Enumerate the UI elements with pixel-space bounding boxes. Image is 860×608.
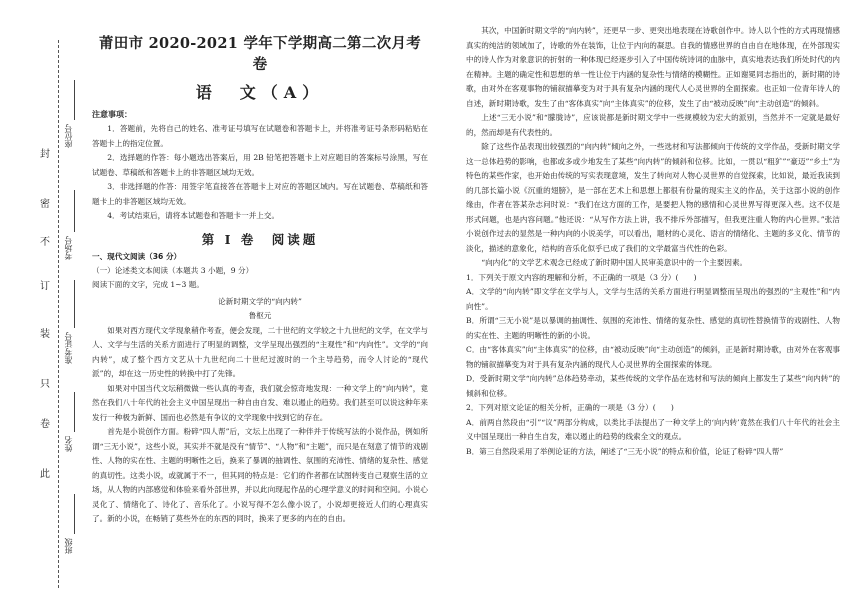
seal-char: 卷 [40, 419, 50, 430]
left-column [92, 24, 428, 527]
seal-char: 装 [40, 329, 50, 340]
seal-char: 只 [40, 379, 50, 390]
class-field[interactable] [74, 494, 75, 534]
question-option: A．前两自然段由“引”“议”两部分构成，以类比手法提出了一种文学上的‘向内转’竟然在我们八十年代的社会主义中国呈现出一种自生自发，难以遏止的趋势的线索全文的观点。 [466, 417, 840, 441]
reading-instruction: 阅读下面的文字，完成 1~3 题。 [92, 280, 204, 289]
part-title: 第 I 卷 阅读题 [201, 231, 319, 247]
question-stem: 2．下列对原文论证的相关分析，正确的一项是（3 分）( ) [466, 403, 674, 412]
essay-paragraph: 首先是小说创作方面。粉碎“四人帮”后，文坛上出现了一种伴并于传统写法的小说作品，例如所谓“三无小说”，这些小说，其实并不就是没有“情节”、“人物”和“主题”，而只是在刻意了情节的戏剧性、人物的实在性、主题的明晰性之后，换来了暴调的抽调性、氛围的充沛性、情绪的复杂性、感觉的真切性。这类小说，或就属于不一，但其同的特点是：它们的作者都在试图转变自己观察生活的立场，从人物的内部感觉和体验来看外部世界，并以此向现起作品的心理学意义的时间和空间。小说心灵化了、情绪化了、诗化了、音乐化了。小说写得不怎么像小说了，小说却更接近人们的心理真实了。新的小说，在畅销了莫些外在的东西的同时，换来了更多的内在的自由。 [92, 427, 428, 523]
essay-paragraph: 其次，中国新时期文学的“向内转”，还更早一步、更突出地表现在诗歌创作中。诗人以个性的方式再现情感真实的纯洁的领域加了，诗歌的外在装饰，让位于内向的凝思。自我的情感世界的自由自在地体现，在外部现实中的诗人作为对象意识的折射的一种体现已经逐步引入了中国传统诗词的血脉中，真实地表达我们所处时代的内在精神。主题的确定性和思想的单一性让位于内涵的复杂性与情绪的模糊性。正如谢冕同志指出的，新时期的诗歌，由对外在客观事物的铺叙描摹变为对于具有复杂内涵的现代人心灵世界的全面探索。也正如一位青年诗人的自述，新时期诗歌，发生了由“客体真实”向“主体真实”的位移，发生了由“被动反映”向“主动创造”的倾斜。 [466, 26, 840, 108]
binding-margin [0, 0, 82, 608]
seal-line [58, 40, 59, 588]
seat-number-label: 座位号 [64, 124, 73, 148]
exam-title: 莆田市 2020-2021 学年下学期高二第二次月考卷 [98, 35, 422, 73]
question-option: D．受新时期文学“向内转”总体趋势牵动，某些传统的文学作品在选材和写法的倾向上都发生了某些“向内转”的倾斜和位移。 [466, 374, 840, 398]
essay-paragraph: “向内化”的文学艺术观念已经成了新时期中国人民审美意识中的一个主要因素。 [481, 258, 748, 267]
exam-room-field[interactable] [74, 190, 75, 232]
essay-paragraph: 上述“三无小说”和“朦胧诗”，应该说都是新时期文学中一些规模较为宏大的派别，当然并不一定就是最好的，然而却是有代表性的。 [466, 113, 840, 137]
essay-paragraph: 如果对中国当代文坛稍微做一些认真的考查，我们就会惊奇地发现：一种文学上的“向内转”，竟然在我们八十年代的社会主义中国呈现出一种自由自发、难以遏止的趋势。我们甚至可以说这种年来发行一种极为新鲜、国而也必然是有争议的文学现象中找到它的存在。 [92, 383, 428, 422]
question-option: A．文学的“向内转”即文学在文学与人，文学与生活的关系方面进行明显调整而呈现出的强烈的“主观性”和“内向性”。 [466, 287, 840, 311]
notice-item: 4．考试结束后，请将本试题卷和答题卡一并上交。 [107, 211, 280, 220]
seal-char: 封 [40, 149, 50, 160]
class-label: 班级 [64, 538, 73, 554]
essay-title: 论新时期文学的“向内转” [218, 296, 302, 306]
question-stem: 1．下列关于原文内容的理解和分析，不正确的一项是（3 分）( ) [466, 272, 697, 282]
question-option: B．所谓“三无小说”是以暴调的抽调性、氛围的充沛性、情绪的复杂性、感觉的真切性替换情节的戏剧性、人物的实在性、主题的明晰性的新的小说。 [466, 316, 840, 340]
admission-number-field[interactable] [74, 280, 75, 328]
seal-char: 此 [40, 469, 50, 480]
subsection-heading: （一）论述类文本阅读（本题共 3 小题，9 分） [92, 265, 254, 275]
name-field[interactable] [74, 392, 75, 432]
question-option: B．第三自然段采用了举例论证的方法，阐述了“三无小说”的特点和价值，论证了粉碎“四人帮” [466, 446, 784, 456]
notice-item: 1．答题前，先将自己的姓名、准考证号填写在试题卷和答题卡上，并将准考证号条形码粘贴在答题卡上的指定位置。 [92, 124, 428, 148]
name-label: 姓名 [64, 436, 73, 452]
essay-paragraph: 如果对西方现代文学现象稍作考查，便会发现，二十世纪的文学较之十九世纪的文学，在文学与人、文学与生活的关系方面进行了明显的调整，文学呈现出强烈的“主观性”和“内向性”。文学的“向内转”，成了整个西方文艺从十九世纪向二十世纪过渡时的一个主导趋势，而令人讨论的“现代派”的，却在这一历史性的转换中打了先锋。 [92, 325, 428, 378]
essay-author: 鲁枢元 [248, 311, 272, 320]
notice-title: 注意事项： [92, 110, 132, 119]
admission-number-label: 准考证号 [64, 332, 73, 364]
right-column [466, 24, 840, 459]
subject-title: 语 文（A） [195, 83, 325, 102]
seat-number-field[interactable] [74, 80, 75, 120]
exam-room-label: 考场号 [64, 236, 73, 260]
notice-item: 2．选择题的作答：每小题选出答案后，用 2B 铅笔把答题卡上对应题目的答案标号涂黑，写在试题卷、草稿纸和答题卡上的非答题区域均无效。 [92, 153, 428, 177]
essay-paragraph: 除了这些作品表现出较强烈的“向内转”倾向之外，一些选材和写法都倾向于传统的文学作品，受新时期文学这一总体趋势的影响，也都或多或少地发生了某些“向内转”的倾斜和位移。比如，一贯以“粗犷”“豪迈”“乡土”为特色的某些作家，也开始由传统的写实表现意境，发生了转向对人物心灵世界的自觉探索，比如说，最近我读到的几部长篇小说《沉重的翅膀》，是一部在艺术上和思想上都很有份量的现实主义的作品，关于这部小说的创作缘由，作者在答某杂志问时说：“我们在这方面的工作，是要把人物的感情和心灵世界写得更深入些。这不仅是形式问题，也是内容问题。”他还说：“从写作方法上讲，我不排斥外部描写，但我更注重人物的内心世界。”张洁小说创作过去的显然是一种内向的小说美学，可以看出，题材的心灵化、语言的情绪化、主题的多义化、情节的淡化，描述的意象化，结构的音乐化似乎已成了我们的文学最富当代性的色彩。 [466, 142, 840, 253]
seal-char: 不 [40, 237, 50, 248]
seal-char: 密 [40, 199, 50, 210]
notice-item: 3．非选择题的作答：用签字笔直接答在答题卡上对应的答题区域内。写在试题卷、草稿纸和答题卡上的非答题区域均无效。 [92, 182, 428, 206]
seal-char: 订 [40, 281, 50, 292]
question-option: C．由“客体真实”向“主体真实”的位移，由“被动反映”向“主动创造”的倾斜，正是新时期诗歌，由对外在客观事物的铺叙描摹变为对于具有复杂内涵的现代人心灵世界的全面探索的体现。 [466, 345, 840, 369]
section-heading: 一、现代文阅读（36 分） [92, 251, 182, 261]
